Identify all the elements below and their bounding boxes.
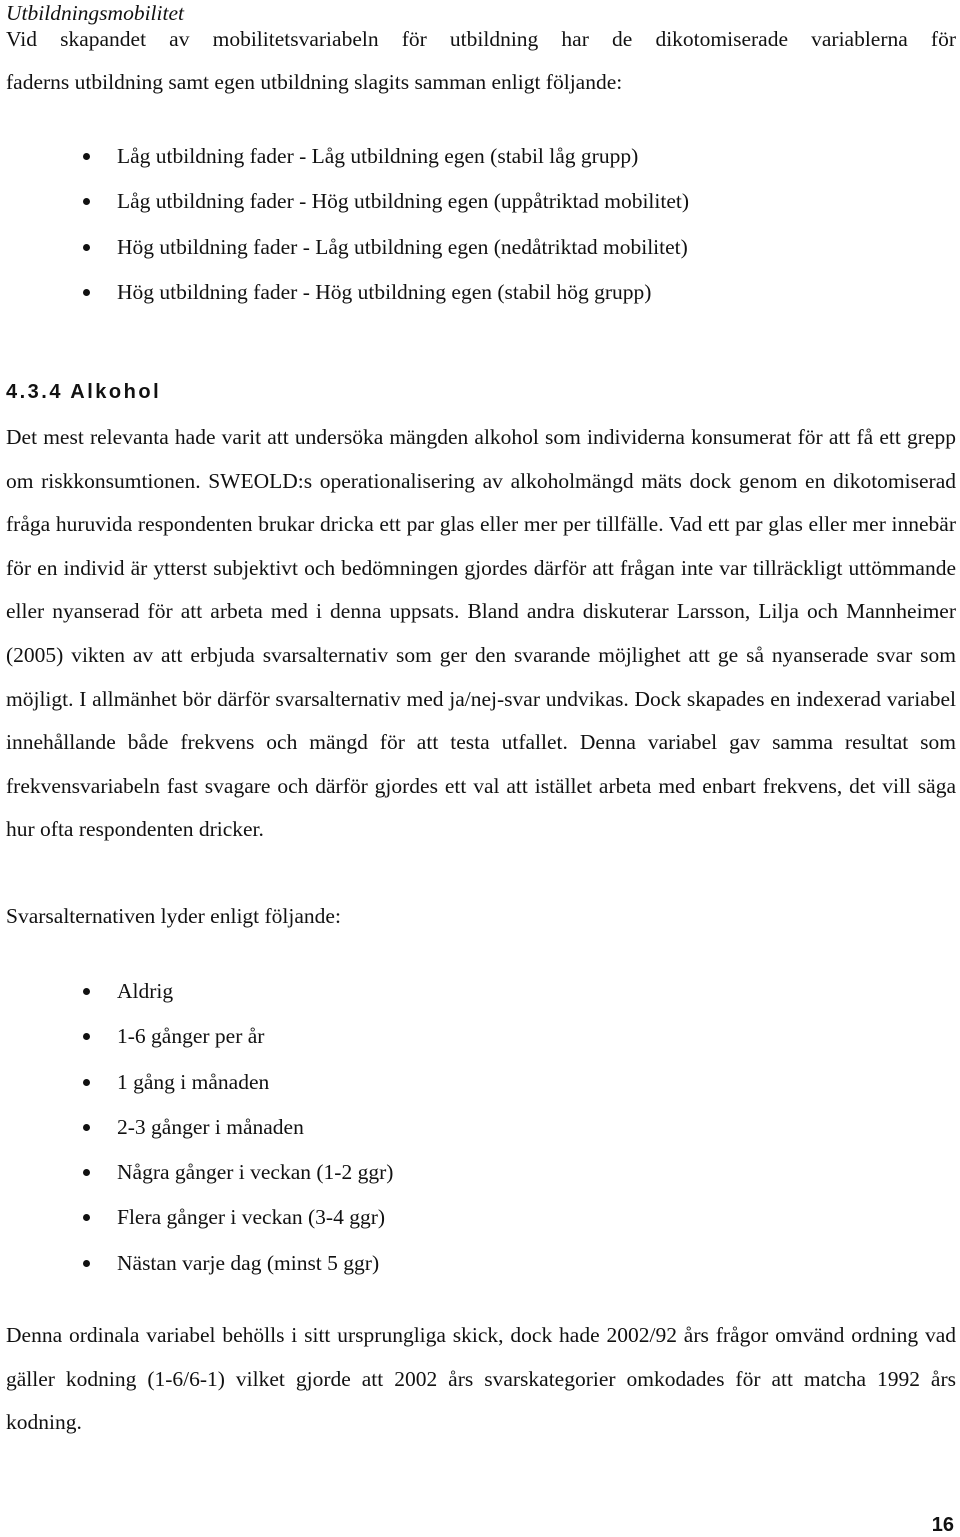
bullet-icon — [83, 198, 90, 205]
list-item-text: 1-6 gånger per år — [117, 1024, 265, 1049]
closing-paragraph: Denna ordinala variabel behölls i sitt ursprungliga skick, dock hade 2002/92 års frågor omvänd ordning vad gäller kodning (1-6/6-1) vilket gjorde att 2002 års svarskategorier omkodades för att matcha 1992 års kodning. — [6, 1323, 956, 1435]
bullet-icon — [83, 244, 90, 251]
list-item-text: Några gånger i veckan (1-2 ggr) — [117, 1160, 394, 1185]
bullet-icon — [83, 1260, 90, 1267]
bullet-icon — [83, 1124, 90, 1131]
intro-line-1: Vid skapandet av mobilitetsvariabeln för utbildning har de dikotomiserade variablerna för — [6, 27, 956, 51]
alcohol-paragraph: Det mest relevanta hade varit att undersöka mängden alkohol som individerna konsumerat för att få ett grepp om riskkonsumtionen. SWEOLD:s operationalisering av alkoholmängd mäts dock genom en dikotomiserad fråga huruvida respondenten brukar dricka ett par glas eller mer per tillfälle. Vad ett par glas eller mer innebär för en individ är ytterst subjektivt och bedömningen gjordes därför att frågan inte var tillräckligt uttömmande eller nyanserad för att arbeta med i denna uppsats. Bland andra diskuterar Larsson, Lilja och Mannheimer (2005) vikten av att erbjuda svarsalternativ som ger den svarande möjlighet att ge så nyanserade svar som möjligt. I allmänhet bör därför svarsalternativ med ja/nej-svar undvikas. Dock skapades en indexerad variabel innehållande både frekvens och mängd för att testa utfallet. Denna variabel gav samma resultat som frekvensvariabeln fast svagare och därför gjordes ett val att istället arbeta med enbart frekvens, det vill säga hur ofta respondenten dricker. — [6, 425, 956, 842]
bullet-icon — [83, 1169, 90, 1176]
list-item-text: Låg utbildning fader - Hög utbildning egen (uppåtriktad mobilitet) — [117, 189, 690, 214]
list-item-text: 2-3 gånger i månaden — [117, 1114, 304, 1139]
intro-line-2: faderns utbildning samt egen utbildning slagits samman enligt följande: — [6, 70, 623, 94]
bullet-icon — [83, 1079, 90, 1086]
list-item-text: 1 gång i månaden — [117, 1069, 270, 1094]
bullet-icon — [83, 988, 90, 995]
list-item-text: Låg utbildning fader - Låg utbildning egen (stabil låg grupp) — [117, 144, 639, 168]
bullet-icon — [83, 1033, 90, 1040]
page-number: 16 — [931, 1514, 954, 1536]
bullet-icon — [83, 289, 90, 296]
section-heading: 4.3.4 Alkohol — [6, 381, 162, 403]
list-item-text: Nästan varje dag (minst 5 ggr) — [117, 1250, 380, 1275]
bullet-icon — [83, 1214, 90, 1221]
list-item-text: Flera gånger i veckan (3-4 ggr) — [117, 1205, 386, 1230]
list-item-text: Aldrig — [117, 979, 174, 1003]
bullet-icon — [83, 153, 90, 160]
list-item-text: Hög utbildning fader - Hög utbildning egen (stabil hög grupp) — [117, 279, 652, 304]
list-item-text: Hög utbildning fader - Låg utbildning egen (nedåtriktad mobilitet) — [117, 234, 688, 259]
subsection-title: Utbildningsmobilitet — [6, 1, 184, 25]
alcohol-paragraph-last-line: Svarsalternativen lyder enligt följande: — [6, 904, 341, 928]
